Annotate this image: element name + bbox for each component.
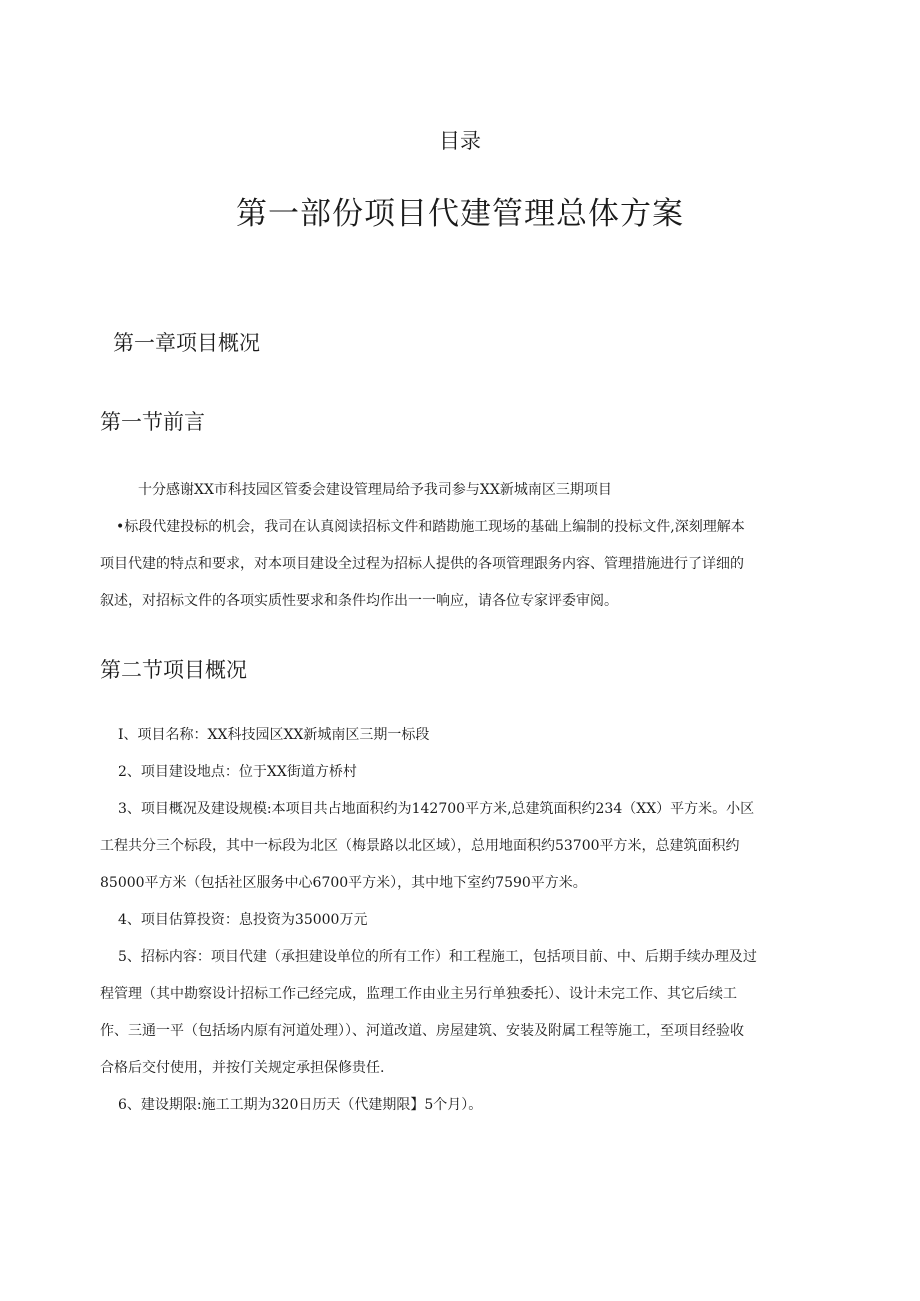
list-item: 5、招标内容：项目代建（承担建设单位的所有工作）和工程施工，包括项目前、中、后期手续办理及过 [118,949,757,965]
part-title: 第一部份项目代建管理总体方案 [236,196,684,232]
list-item-continuation: 程管理（其中勘察设计招标工作己经完成，监理工作由业主另行单独委托）、设计未完工作、其它后续工 [100,986,737,1002]
list-item-continuation: 85000平方米（包括社区服务中心6700平方米），其中地下室约7590平方米。 [100,875,587,891]
section-title-overview: 第二节项目概况 [100,658,247,682]
paragraph-line: 十分感谢XX市科技园区管委会建设管理局给予我司参与XX新城南区三期项目 [138,482,612,498]
section-title-preface: 第一节前言 [100,410,205,434]
paragraph-line: 项目代建的特点和要求，对本项目建设全过程为招标人提供的各项管理跟务内容、管理措施进行了详细的 [100,556,744,572]
list-item: 4、项目估算投资：息投资为35000万元 [118,912,368,928]
overview-list [100,717,822,1124]
list-item-continuation: 工程共分三个标段，其中一标段为北区（梅景路以北区域），总用地面积约53700平方米，总建筑面积约 [100,838,740,854]
chapter-title: 第一章项目概况 [113,331,260,355]
preface-paragraph [100,472,822,620]
list-item-continuation: 作、三通一平（包括场内原有河道处理））、河道改道、房屋建筑、安装及附属工程等施工，至项目经验收 [100,1023,744,1039]
paragraph-line: •标段代建投标的机会，我司在认真阅读招标文件和踏勘施工现场的基础上编制的投标文件,深刻理解本 [116,519,745,535]
list-item: 6、建设期限:施工工期为320日历天（代建期限】5个月）。 [118,1097,483,1113]
list-item: 3、项目概况及建设规模:本项目共占地面积约为142700平方米,总建筑面积约234（XX）平方米。小区 [118,801,755,817]
paragraph-line: 叙述，对招标文件的各项实质性要求和条件均作出一一响应，请各位专家评委审阅。 [100,593,618,609]
toc-title: 目录 [439,129,481,153]
list-item: 2、项目建设地点：位于XX街道方桥村 [118,764,357,780]
list-item: I、项目名称：XX科技园区XX新城南区三期一标段 [118,727,430,743]
list-item-continuation: 合格后交付使用，并按仃关规定承担保修贵任. [100,1060,385,1076]
